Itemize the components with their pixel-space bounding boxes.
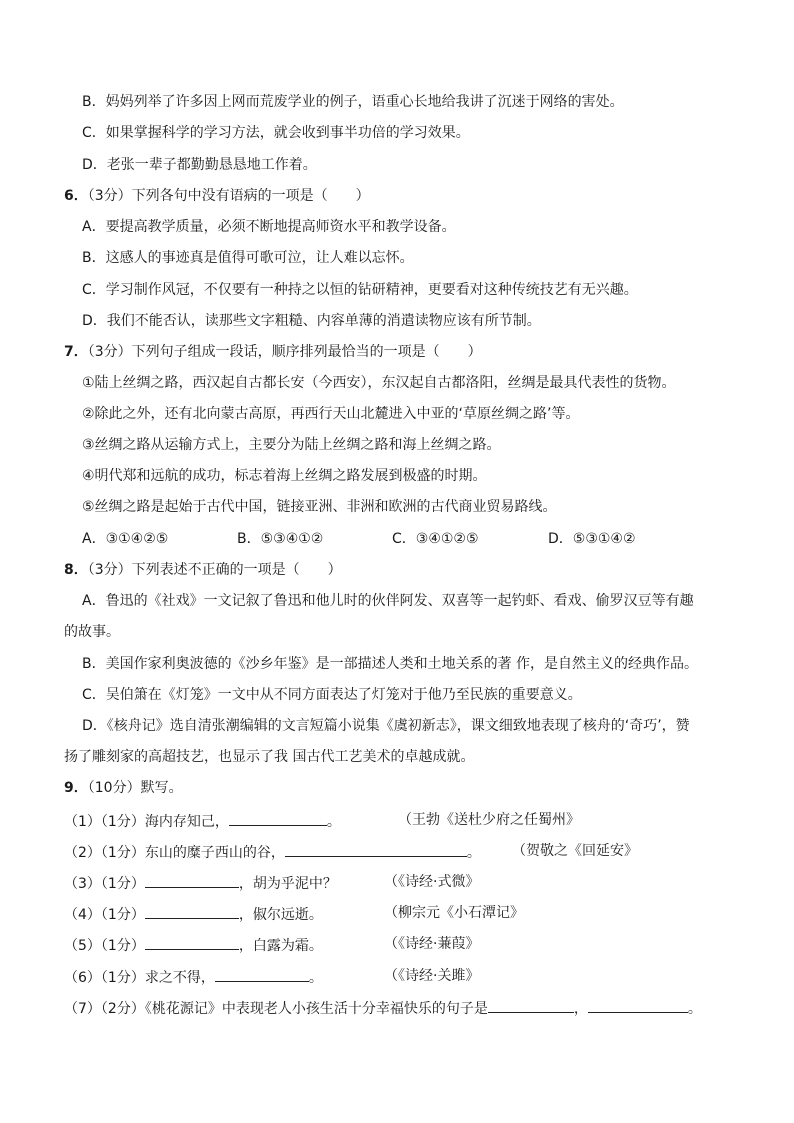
q7-sentence-3: ③丝绸之路从运输方式上，主要分为陆上丝绸之路和海上丝绸之路。 <box>82 437 501 453</box>
q9-item-5-suffix: ，白露为霜。 <box>238 938 323 954</box>
q6-option-a: A．要提高教学质量，必须不断地提高师资水平和教学设备。 <box>82 219 456 235</box>
q9-item-1-prefix: （1）（1分）海内存知己， <box>64 814 229 830</box>
q7-sentence-1: ①陆上丝绸之路，西汉起自古都长安（今西安），东汉起自古都洛阳，丝绸是最具代表性的货物。 <box>82 375 676 391</box>
q9-item-4-source: （柳宗元《小石潭记》 <box>384 905 524 921</box>
q9-item-4 <box>64 903 323 925</box>
q9-stem: （10分）默写。 <box>87 780 183 796</box>
q9-item-3-prefix: （3）（1分） <box>64 876 145 892</box>
q6-option-d: D．我们不能否认，读那些文字粗糙、内容单薄的消遣读物应该有所节制。 <box>82 313 541 329</box>
q7-stem-line <box>64 342 482 362</box>
q9-item-6-blank[interactable] <box>215 966 309 982</box>
q9-item-4-suffix: ，俶尔远逝。 <box>238 907 323 923</box>
q7-option-c: C．③④①②⑤ <box>392 531 479 547</box>
q9-item-5 <box>64 934 323 956</box>
q9-item-5-prefix: （5）（1分） <box>64 938 145 954</box>
q9-item-7-comma: ， <box>573 1001 588 1017</box>
q9-item-1-blank[interactable] <box>229 810 327 826</box>
q9-item-7-blank-1[interactable] <box>488 997 574 1013</box>
q9-item-5-blank[interactable] <box>145 934 239 950</box>
q8-option-b: B．美国作家利奥波德的《沙乡年鉴》是一部描述人类和土地关系的著 作，是自然主义的经典作品。 <box>82 656 699 672</box>
q7-stem: （3分）下列句子组成一段话，顺序排列最恰当的一项是（ ） <box>87 344 482 360</box>
q9-item-2-blank[interactable] <box>285 841 467 857</box>
q9-item-4-prefix: （4）（1分） <box>64 907 145 923</box>
q9-item-7-blank-2[interactable] <box>588 997 688 1013</box>
q6-stem: （3分）下列各句中没有语病的一项是（ ） <box>87 188 370 204</box>
q5-option-d: D．老张一辈子都勤勤恳恳地工作着。 <box>82 157 317 173</box>
q9-item-2-source: （贺敬之《回延安》 <box>512 843 638 859</box>
q9-item-6-source: （《诗经·关雎》 <box>384 968 480 984</box>
q8-option-a-line1: A．鲁迅的《社戏》一文记叙了鲁迅和他儿时的伙伴阿发、双喜等一起钓虾、看戏、偷罗汉豆等有趣 <box>82 593 694 609</box>
q9-item-3-blank[interactable] <box>145 872 239 888</box>
q9-stem-line <box>64 778 183 798</box>
q6-option-b: B．这感人的事迹真是值得可歌可泣，让人难以忘怀。 <box>82 250 414 266</box>
q6-option-c: C．学习制作风冠，不仅要有一种持之以恒的钻研精神，更要看对这种传统技艺有无兴趣。 <box>82 282 638 298</box>
q9-item-7-suffix: 。 <box>687 1001 702 1017</box>
q7-sentence-5: ⑤丝绸之路是起始于古代中国，链接亚洲、非洲和欧洲的古代商业贸易路线。 <box>82 499 557 515</box>
q8-option-a-line2: 的故事。 <box>64 624 120 640</box>
q7-sentence-2: ②除此之外，还有北向蒙古高原，再西行天山北麓进入中亚的‘草原丝绸之路’等。 <box>82 406 580 422</box>
q7-number: 7． <box>64 344 88 360</box>
q8-option-d-line2: 扬了雕刻家的高超技艺，也显示了我 国古代工艺美术的卓越成就。 <box>64 749 475 765</box>
q8-number: 8． <box>64 562 88 578</box>
q9-number: 9． <box>64 780 88 796</box>
q8-option-d-line1: D．《核舟记》选自清张潮编辑的文言短篇小说集《虞初新志》，课文细致地表现了核舟的‘奇巧’，赞 <box>82 718 690 734</box>
q9-item-1-source: （王勃《送杜少府之任蜀州》 <box>398 812 580 828</box>
q6-stem-line <box>64 186 370 206</box>
q9-item-6-suffix: 。 <box>308 970 323 986</box>
q9-item-1-suffix: 。 <box>326 814 341 830</box>
q9-item-3-source: （《诗经·式微》 <box>384 874 480 890</box>
q9-item-6 <box>64 966 323 988</box>
q9-item-3 <box>64 872 337 894</box>
q8-option-c: C．吴伯箫在《灯笼》一文中从不同方面表达了灯笼对于他乃至民族的重要意义。 <box>82 687 582 703</box>
q9-item-2-suffix: 。 <box>466 845 481 861</box>
q7-option-b: B．⑤③④①② <box>237 531 324 547</box>
q5-option-b: B．妈妈列举了许多因上网而荒废学业的例子，语重心长地给我讲了沉迷于网络的害处。 <box>82 94 624 110</box>
q9-item-2 <box>64 841 481 863</box>
q8-stem-line <box>64 560 342 580</box>
q9-item-4-blank[interactable] <box>145 903 239 919</box>
q9-item-2-prefix: （2）（1分）东山的糜子西山的谷， <box>64 845 285 861</box>
q6-number: 6． <box>64 188 88 204</box>
q9-item-7-prefix: （7）（2分）《桃花源记》中表现老人小孩生活十分幸福快乐的句子是 <box>64 1001 488 1017</box>
q8-stem: （3分）下列表述不正确的一项是（ ） <box>87 562 342 578</box>
q7-option-a: A．③①④②⑤ <box>82 531 169 547</box>
q7-sentence-4: ④明代郑和远航的成功，标志着海上丝绸之路发展到极盛的时期。 <box>82 468 487 484</box>
q9-item-6-prefix: （6）（1分）求之不得， <box>64 970 215 986</box>
q5-option-c: C．如果掌握科学的学习方法，就会收到事半功倍的学习效果。 <box>82 125 470 141</box>
q9-item-1 <box>64 810 341 832</box>
q9-item-3-suffix: ，胡为乎泥中？ <box>238 876 337 892</box>
q7-option-d: D．⑤③①④② <box>548 531 636 547</box>
q9-item-5-source: （《诗经·蒹葭》 <box>384 936 480 952</box>
q9-item-7 <box>64 997 702 1019</box>
